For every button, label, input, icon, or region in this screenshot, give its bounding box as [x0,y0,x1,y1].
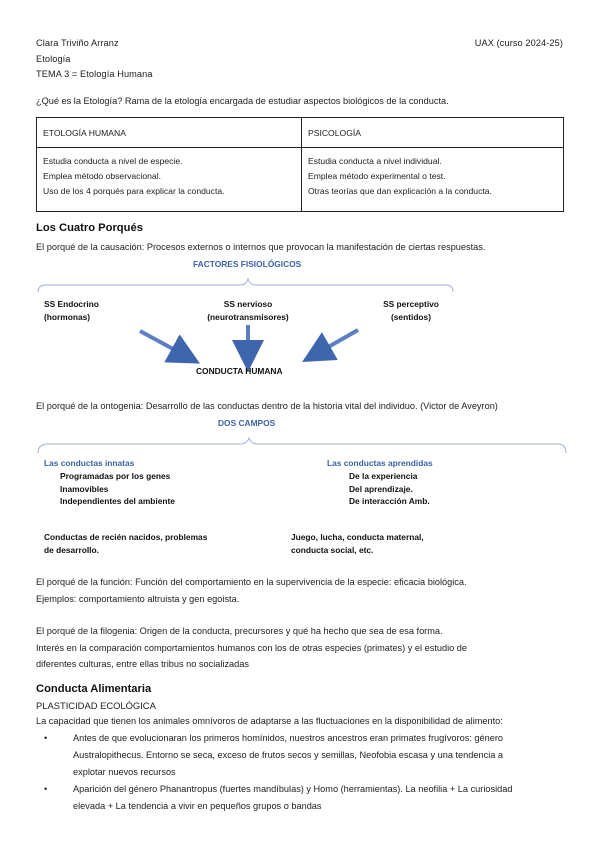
table-line: Emplea método experimental o test. [308,171,446,181]
innate-examples [44,531,207,556]
table-line: Estudia conducta a nivel individual. [308,156,442,166]
subject-label: Etología [36,54,71,64]
node-label: SS Endocrino [44,299,99,309]
text-line: El porqué de la función: Función del comportamiento en la supervivencia de la especie: eficacia biológica. [36,577,467,587]
arrow-left [140,331,186,356]
intro-question: ¿Qué es la Etología? Rama de la etología encargada de estudiar aspectos biológicos de la conducta. [36,96,449,106]
phylogeny-text [36,623,467,673]
innate-list [60,470,175,508]
example-line: Juego, lucha, conducta maternal, [291,532,424,542]
node-sub: (hormonas) [44,311,91,322]
diagram1-left-node [44,298,99,323]
node-label: SS perceptivo [383,299,439,309]
text-line: Interés en la comparación comportamientos humanos con los de otras especies (primates) y el estudio de [36,642,468,653]
list-item [36,730,566,781]
node-sub: (sentidos) [390,311,431,322]
text-line: Ejemplos: comportamiento altruista y gen egoista. [36,593,240,604]
example-line: conducta social, etc. [291,544,374,555]
section-title-cuatro-porques: Los Cuatro Porqués [36,222,143,234]
diagram1-center-node [200,298,296,323]
list-item: De la experiencia [349,471,418,481]
table-line: Emplea método observacional. [43,171,161,181]
section-title-conducta-alimentaria: Conducta Alimentaria [36,683,152,695]
bullet-icon: • [44,733,48,743]
node-label: SS nervioso [223,299,273,309]
table-header-etologia: ETOLOGÍA HUMANA [37,118,302,148]
list-item: Programadas por los genes [60,471,171,481]
diagram1-title: FACTORES FISIOLÓGICOS [193,259,302,269]
text-line: explotar nuevos recursos [73,767,176,777]
causation-text: El porqué de la causación: Procesos externos o internos que provocan la manifestación de ciertas respuestas. [36,242,486,252]
topic-label: TEMA 3 = Etología Humana [36,69,153,79]
diagram1-result: CONDUCTA HUMANA [196,366,283,376]
text-line: Antes de que evolucionaran los primeros homínidos, nuestros ancestros eran primates frugívoros: género [73,733,504,743]
learned-examples [291,531,424,556]
bullet-icon: • [44,784,48,794]
text-line: Australopithecus. Entorno se seca, exceso de frutos secos y semillas, Neofobia escasa y una tendencia a [73,750,504,760]
text-line: diferentes culturas, entre ellas tribus no socializadas [36,659,249,669]
list-item: De interacción Amb. [349,496,430,506]
node-sub: (neurotransmisores) [207,311,289,322]
table-line: Estudia conducta a nivel de especie. [43,156,183,166]
author-name: Clara Triviño Arranz [36,38,119,48]
course-label: UAX (curso 2024-25) [474,38,563,48]
ontogeny-text: El porqué de la ontogenia: Desarrollo de las conductas dentro de la historia vital del individuo. (Victor de Aveyron) [36,401,498,411]
table-header-psicologia: PSICOLOGÍA [302,118,564,148]
learned-title: Las conductas aprendidas [327,458,433,468]
text-line: elevada + La tendencia a vivir en pequeños grupos o bandas [73,801,322,811]
brace-top-diagram1 [38,279,453,292]
bullet-list [36,730,566,815]
diagram2-title: DOS CAMPOS [218,418,276,428]
section2-intro: La capacidad que tienen los animales omnívoros de adaptarse a las fluctuaciones en la disponibilidad de alimento: [36,716,503,726]
example-line: de desarrollo. [44,544,99,555]
function-text [36,574,467,607]
arrow-right [316,330,358,354]
diagram1-right-node [375,298,447,323]
table-line: Otras teorías que dan explicación a la conducta. [308,186,492,196]
list-item: Inamovibles [60,483,109,494]
list-item [36,781,566,815]
list-item: Del aprendizaje. [349,483,413,494]
text-line: Aparición del género Phanantropus (fuertes mandíbulas) y Homo (herramientas). La neofilia + La curiosidad [73,784,513,794]
text-line: El porqué de la filogenia: Origen de la conducta, precursores y qué ha hecho que sea de esa forma. [36,626,443,636]
table-line: Uso de los 4 porqués para explicar la conducta. [43,186,225,196]
example-line: Conductas de recién nacidos, problemas [44,532,208,542]
innate-title: Las conductas innatas [44,458,135,468]
learned-list [349,470,430,508]
subsection-title-plasticidad: PLASTICIDAD ECOLÓGICA [36,700,156,711]
brace-top-diagram2 [38,438,566,453]
list-item: Independientes del ambiente [60,496,175,506]
